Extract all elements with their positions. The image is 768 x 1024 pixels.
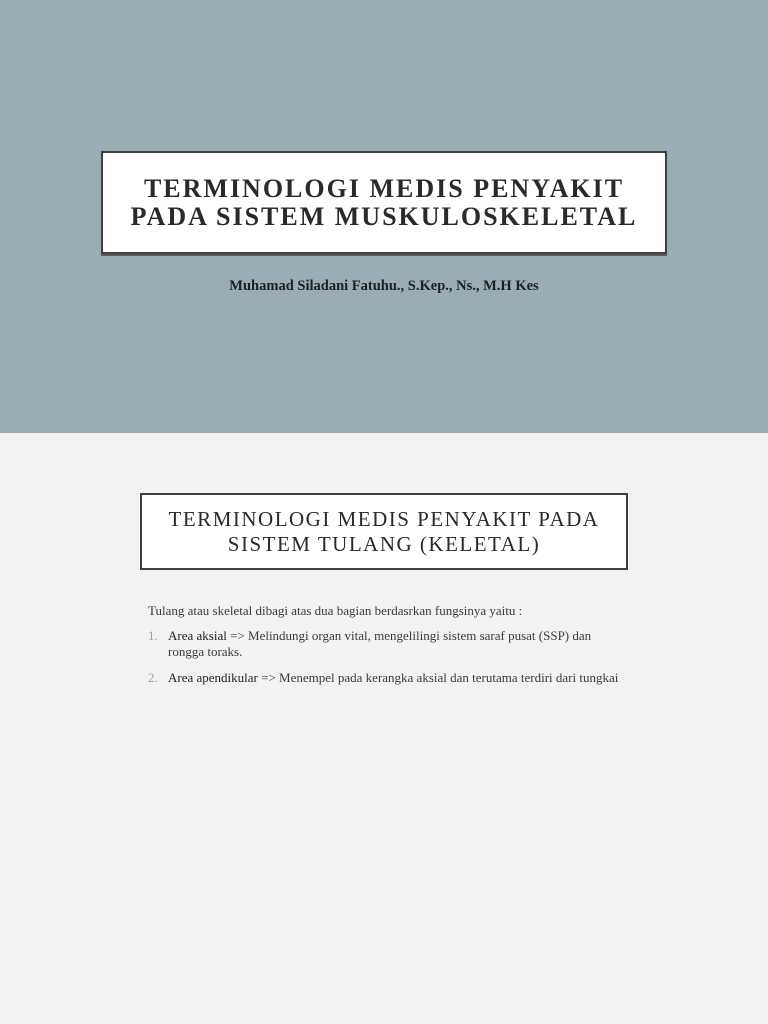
list-number: 1. xyxy=(148,628,158,643)
list-number: 2. xyxy=(148,670,158,685)
slide-body xyxy=(148,603,623,696)
list-term: Area aksial xyxy=(168,628,227,643)
intro-text: Tulang atau skeletal dibagi atas dua bagian berdasrkan fungsinya yaitu : xyxy=(148,603,523,618)
slide-title: TERMINOLOGI MEDIS PENYAKIT PADA SISTEM TULANG (KELETAL) xyxy=(168,506,600,556)
list-description: => Menempel pada kerangka aksial dan terutama terdiri dari tungkai xyxy=(257,670,619,685)
list-item xyxy=(148,670,623,686)
list-description: => Melindungi organ vital, mengelilingi sistem saraf pusat (SSP) dan rongga toraks. xyxy=(168,628,592,659)
title-box xyxy=(101,151,667,254)
title-slide xyxy=(0,0,768,433)
slide-title: TERMINOLOGI MEDIS PENYAKIT PADA SISTEM MUSKULOSKELETAL xyxy=(130,173,638,231)
bone-area-list xyxy=(148,628,623,686)
author-line: Muhamad Siladani Fatuhu., S.Kep., Ns., M.H Kes xyxy=(229,278,539,294)
title-box xyxy=(140,493,628,570)
list-item xyxy=(148,628,623,660)
list-item-content xyxy=(168,670,623,686)
list-term: Area apendikular xyxy=(168,670,258,685)
list-item-content xyxy=(168,628,623,660)
content-slide xyxy=(0,433,768,1024)
